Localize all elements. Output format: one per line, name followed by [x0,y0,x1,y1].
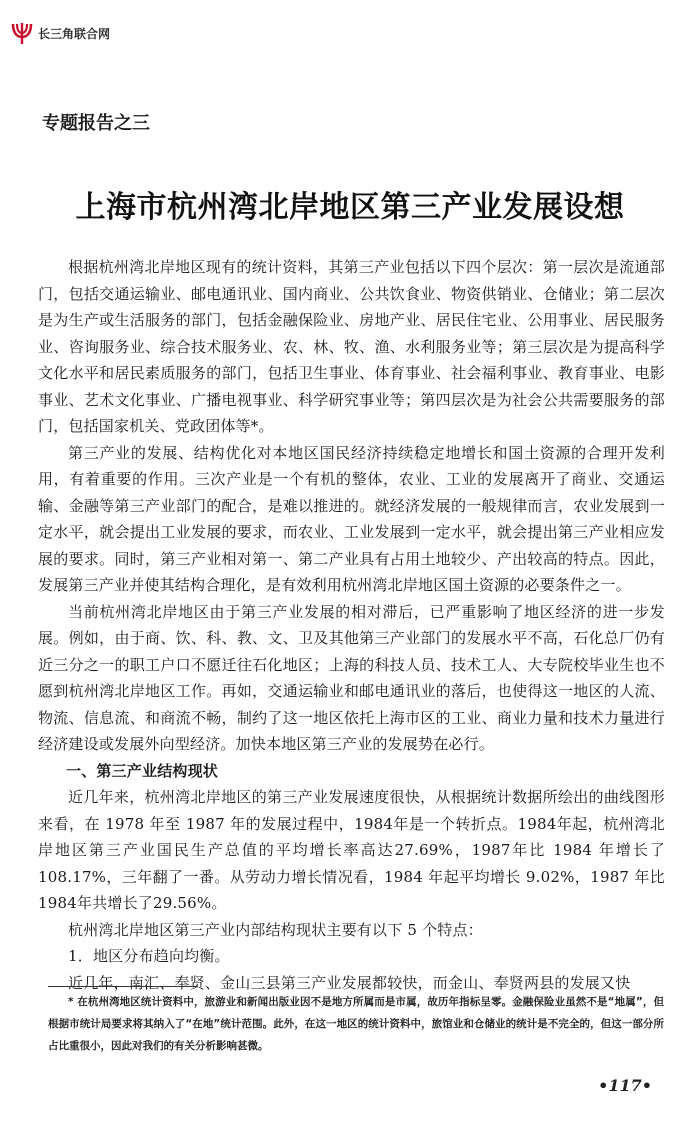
paragraph: 杭州湾北岸地区第三产业内部结构现状主要有以下 5 个特点： [68,920,483,939]
site-logo-icon [10,21,34,45]
paragraph: 根据杭州湾北岸地区现有的统计资料，其第三产业包括以下四个层次：第一层次是流通部门，包括交通运输业、邮电通讯业、国内商业、公共饮食业、物资供销业、仓储业；第二层次是为生产或生活服务的部门，包括金融保险业、房地产业、居民住宅业、公用事业、居民服务业、咨询服务业、综合技术服务业、农、林、牧、渔、水利服务业等；第三层次是为提高科学文化水平和居民素质服务的部门，包括卫生事业、体育事业、社会福利事业、教育事业、电影事业、艺术文化事业、广播电视事业、科学研究事业等；第四层次是为社会公共需要服务的部门，包括国家机关、党政团体等*。 [38,258,665,435]
footnote-divider [48,986,198,987]
paragraph: 第三产业的发展、结构优化对本地区国民经济持续稳定地增长和国土资源的合理开发利用，有着重要的作用。三次产业是一个有机的整体，农业、工业的发展离开了商业、交通运输、金融等第三产业部门的配合，是难以推进的。就经济发展的一般规律而言，农业发展到一定水平，就会提出工业发展的要求，而农业、工业发展到一定水平，就会提出第三产业相应发展的要求。同时，第三产业相对第一、第二产业具有占用土地较少、产出较高的特点。因此，发展第三产业并使其结构合理化，是有效利用杭州湾北岸地区国土资源的必要条件之一。 [38,443,665,594]
site-name: 长三角联合网 [38,26,111,41]
footnote-text: * 在杭州湾地区统计资料中，旅游业和新闻出版业因不是地方所属而是市属，故历年指标呈零。金融保险业虽然不是“地属”，但根据市统计局要求将其纳入了“在地”统计范围。此外，在这一地区的统计资料中，旅馆业和仓储业的统计是不完全的，但这一部分所占比重很小，因此对我们的有关分析影响甚微。 [48,996,664,1052]
subheading: 1．地区分布趋向均衡。 [68,947,230,965]
site-header [10,22,110,44]
series-title: 专题报告之三 [42,113,150,134]
paragraph: 近几年，南汇、奉贤、金山三县第三产业发展都较快，而金山、奉贤两县的发展又快 [68,973,631,992]
paragraph: 当前杭州湾北岸地区由于第三产业发展的相对滞后，已严重影响了地区经济的进一步发展。例如，由于商、饮、科、教、文、卫及其他第三产业部门的发展水平不高，石化总厂仍有近三分之一的职工户口不愿迁往石化地区；上海的科技人员、技术工人、大专院校毕业生也不愿到杭州湾北岸地区工作。再如，交通运输业和邮电通讯业的落后，也使得这一地区的人流、物流、信息流、和商流不畅，制约了这一地区依托上海市区的工业、商业力量和技术力量进行经济建设或发展外向型经济。加快本地区第三产业的发展势在必行。 [38,602,665,753]
page-number: •117• [598,1076,652,1095]
section-heading: 一、第三产业结构现状 [66,761,219,780]
page-title: 上海市杭州湾北岸地区第三产业发展设想 [75,190,625,225]
article-body [38,254,665,996]
footnote [48,991,664,1057]
paragraph: 近几年来，杭州湾北岸地区的第三产业发展速度很快，从根据统计数据所绘出的曲线图形来看，在 1978 年至 1987 年的发展过程中，1984年是一个转折点。1984年起，杭州湾北岸地区第三产业国民生产总值的平均增长率高达27.69%，1987年比 1984 年增长了108.17%，三年翻了一番。从劳动力增长情况看，1984 年起平均增长 9.02%，1987 年比 1984年共增长了29.56%。 [38,788,665,912]
